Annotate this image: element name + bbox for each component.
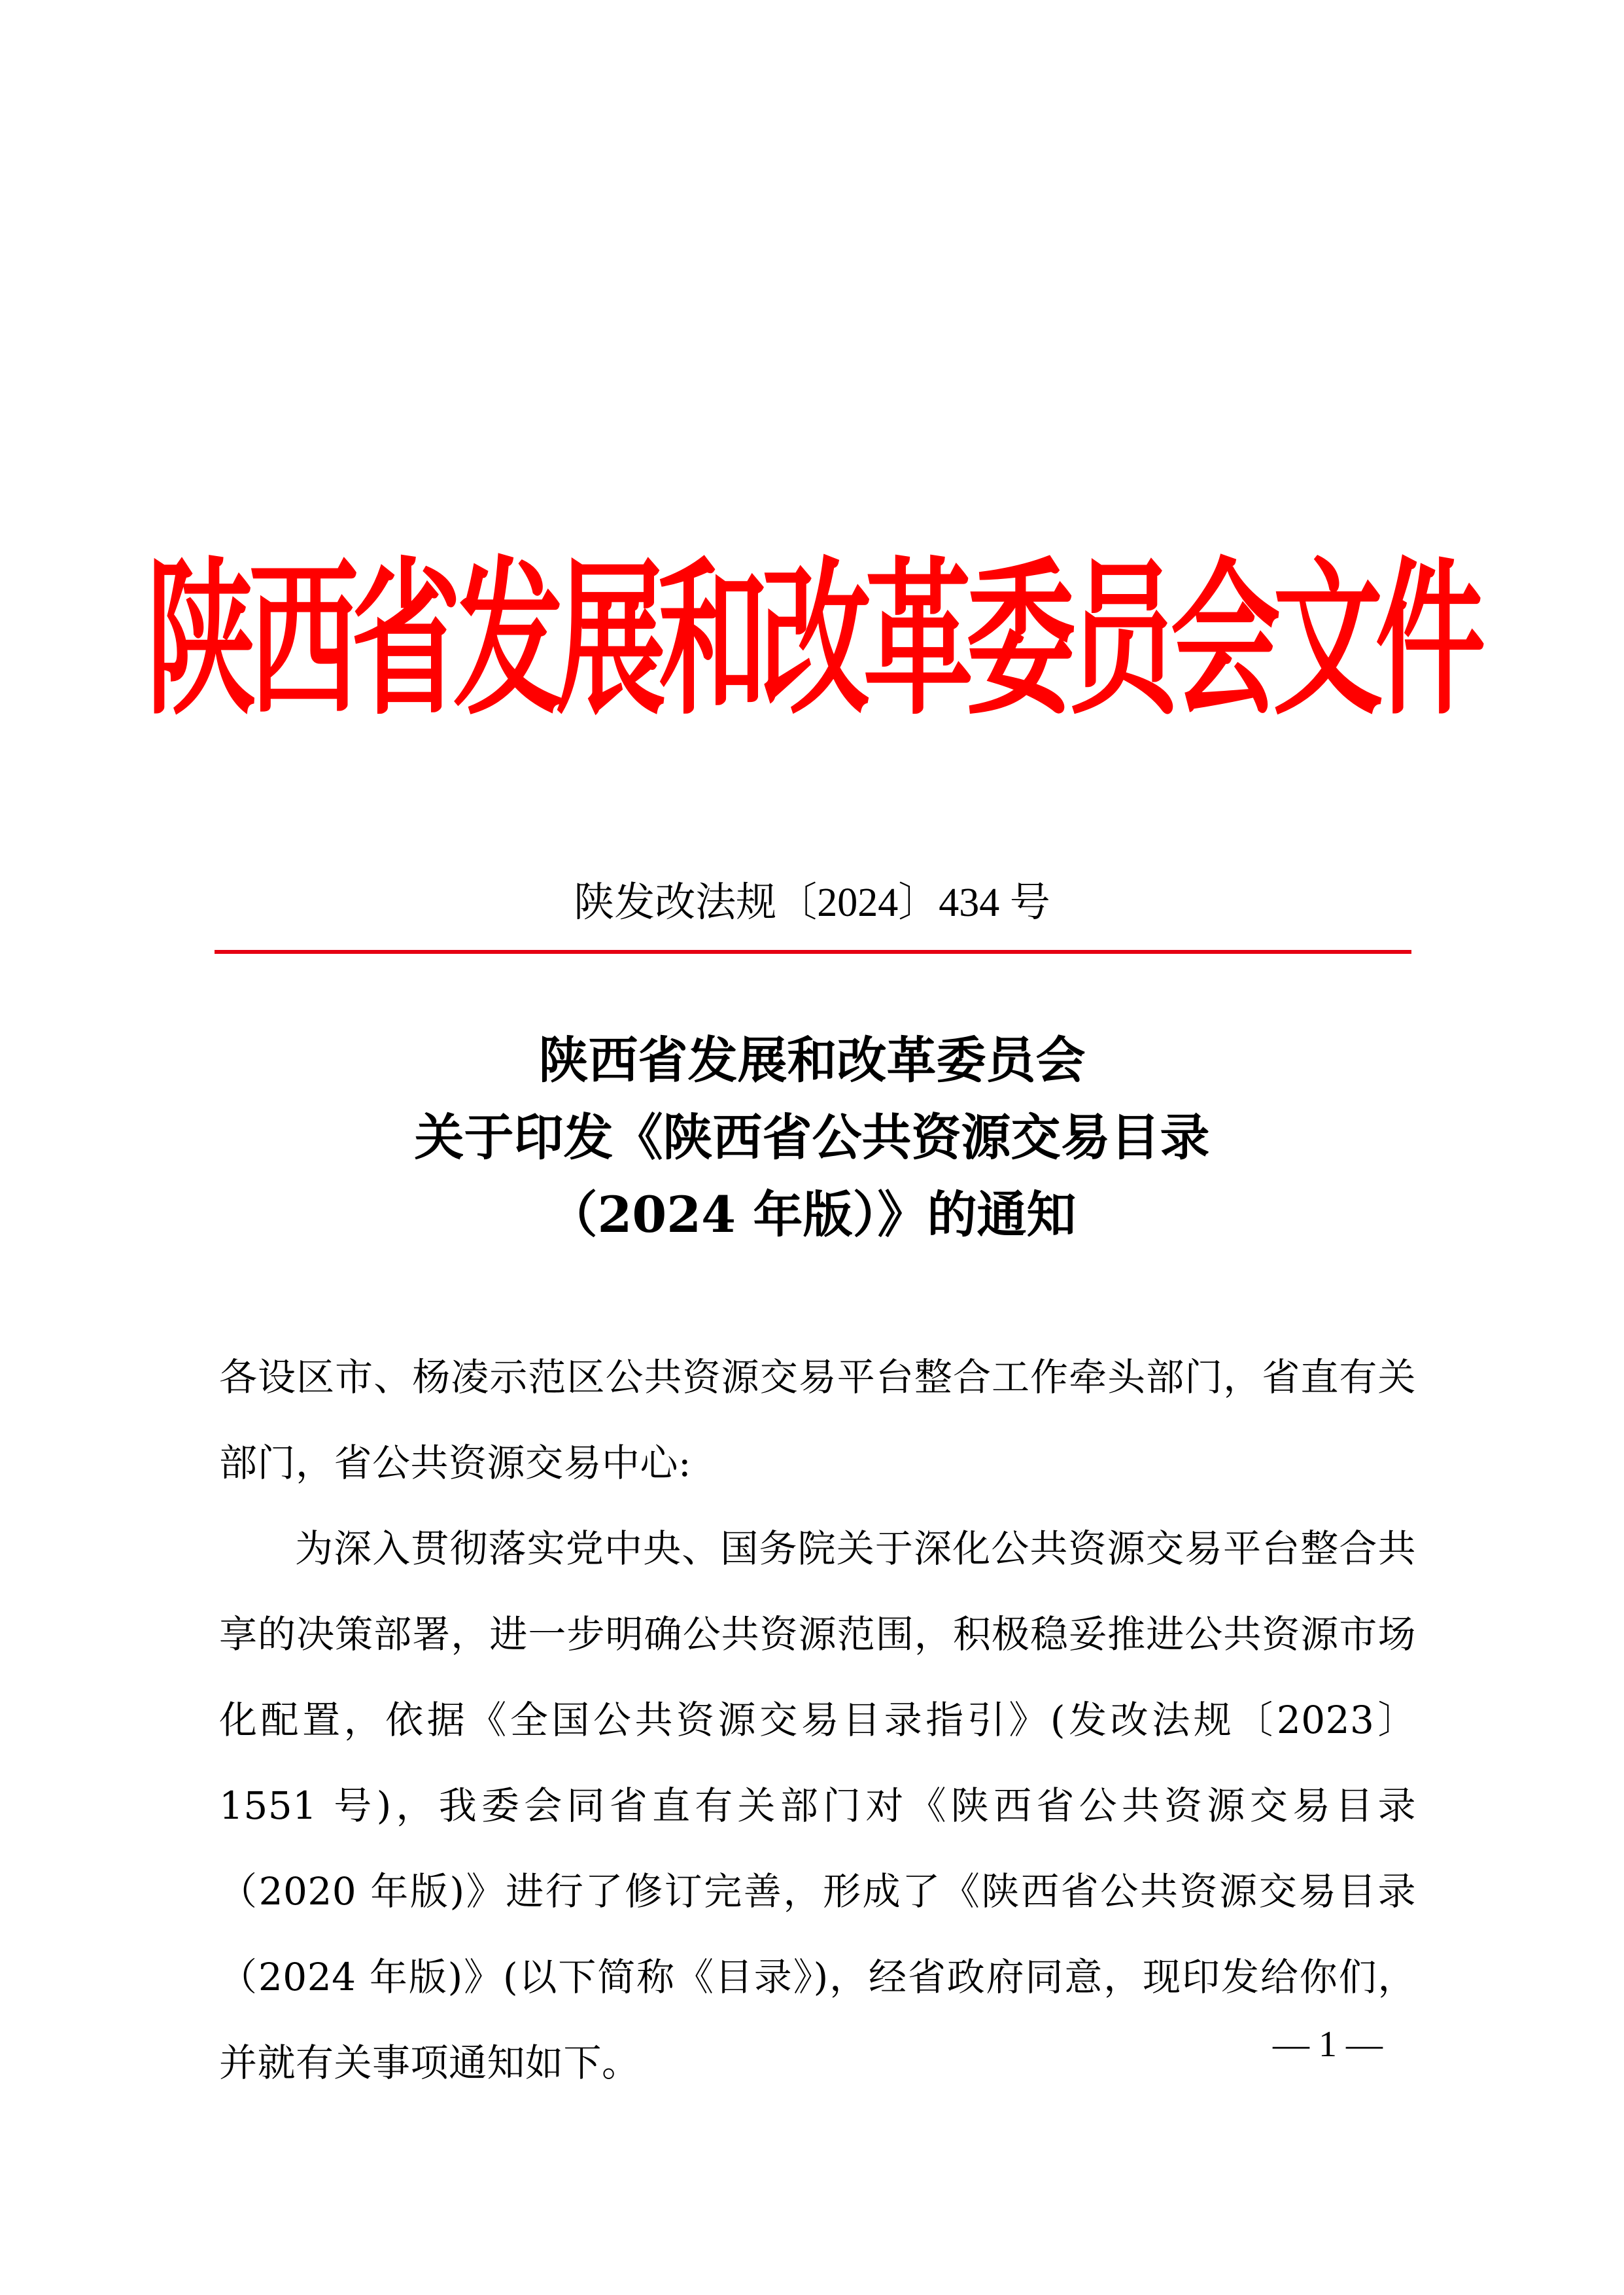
title-line-3: （2024 年版）》的通知 — [547, 1185, 1077, 1244]
notice-title — [0, 1022, 1624, 1253]
body-text — [219, 1335, 1416, 2106]
body-paragraph-1: 为深入贯彻落实党中央、国务院关于深化公共资源交易平台整合共享的决策部署，进一步明确公共资源范围，积极稳妥推进公共资源市场化配置，依据《全国公共资源交易目录指引》(发改法规〔2023〕1551 号)，我委会同省直有关部门对《陕西省公共资源交易目录（2020 年版)》进行了修订完善，形成了《陕西省公共资源交易目录（2024 年版)》(以下简称《目录》)，经省政府同意，现印发给你们，并就有关事项通知如下。 — [219, 1526, 1416, 2085]
masthead-title — [0, 542, 1624, 738]
addressee-paragraph: 各设区市、杨凌示范区公共资源交易平台整合工作牵头部门，省直有关部门，省公共资源交易中心: — [219, 1355, 1416, 1485]
red-divider-line — [215, 950, 1411, 954]
masthead-text: 陕西省发展和改革委员会文件 — [146, 542, 1478, 738]
title-line-2: 关于印发《陕西省公共资源交易目录 — [414, 1108, 1210, 1166]
page-number: — 1 — — [1273, 2024, 1383, 2065]
title-line-1: 陕西省发展和改革委员会 — [538, 1031, 1086, 1089]
document-number: 陕发改法规〔2024〕434 号 — [574, 881, 1050, 925]
